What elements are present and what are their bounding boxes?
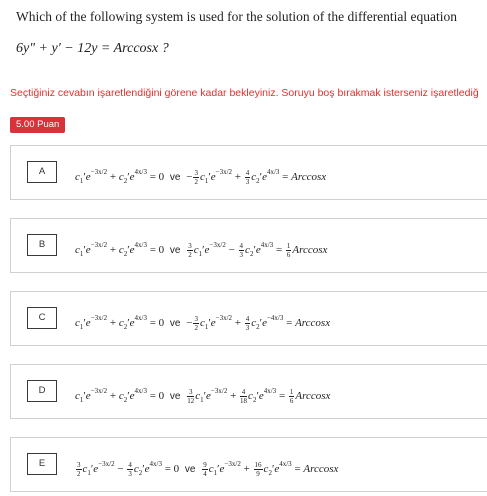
option-letter-c[interactable]: C [27,307,57,329]
option-formula-c: $c_1'e^{-3x/2} + c_2'e^{4x/3} = 0$ ve − $\frac{3}{2}$ $c_1'e^{-3x/2}$ + $\frac{4}{3}$ $c_2'e^{-4x/3} = Arccosx$ [75,314,331,332]
option-formula-a: $c_1'e^{-3x/2} + c_2'e^{4x/3} = 0$ ve − $\frac{3}{2}$ $c_1'e^{-3x/2}$ + $\frac{4}{3}$ $c_2'e^{4x/3} = Arccosx$ [75,168,327,186]
question-text: Which of the following system is used for the solution of the differential equation [16,9,458,24]
option-formula-b: $c_1'e^{-3x/2} + c_2'e^{4x/3} = 0$ ve $\frac{3}{2}$ $c_1'e^{-3x/2}$ − $\frac{4}{3}$ $c_2'e^{4x/3}$ = $\frac{1}{6}$ Arccosx [75,241,328,259]
answer-option-a[interactable] [10,145,487,200]
answer-option-d[interactable] [10,364,487,419]
option-letter-a[interactable]: A [27,161,57,183]
option-formula-d: $c_1'e^{-3x/2} + c_2'e^{4x/3} = 0$ ve $\frac{3}{12}$ $c_1'e^{-3x/2}$ + $\frac{4}{18}$ $c_2'e^{4x/3}$ = $\frac{1}{6}$ Arccosx [75,387,331,405]
option-letter-e[interactable]: E [27,453,57,475]
points-badge: 5.00 Puan [10,117,65,133]
option-letter-d[interactable]: D [27,380,57,402]
answer-option-b[interactable] [10,218,487,273]
answer-option-e[interactable] [10,437,487,492]
instruction-notice: Seçtiğiniz cevabın işaretlendiğini görene kadar bekleyiniz. Soruyu boş bırakmak isterseniz işaretlediğ [10,87,479,99]
answer-option-c[interactable] [10,291,487,346]
question [16,8,481,58]
question-equation: 6y″ + y′ − 12y = Arccosx ? [16,41,169,56]
option-formula-e: $\frac{3}{2}$ $c_1'e^{-3x/2}$ − $\frac{4}{3}$ $c_2'e^{4x/3} = 0$ ve $\frac{9}{4}$ $c_1'e^{-3x/2}$ + $\frac{16}{9}$ $c_2'e^{4x/3} = Arccosx$ [77,460,339,478]
option-letter-b[interactable]: B [27,234,57,256]
